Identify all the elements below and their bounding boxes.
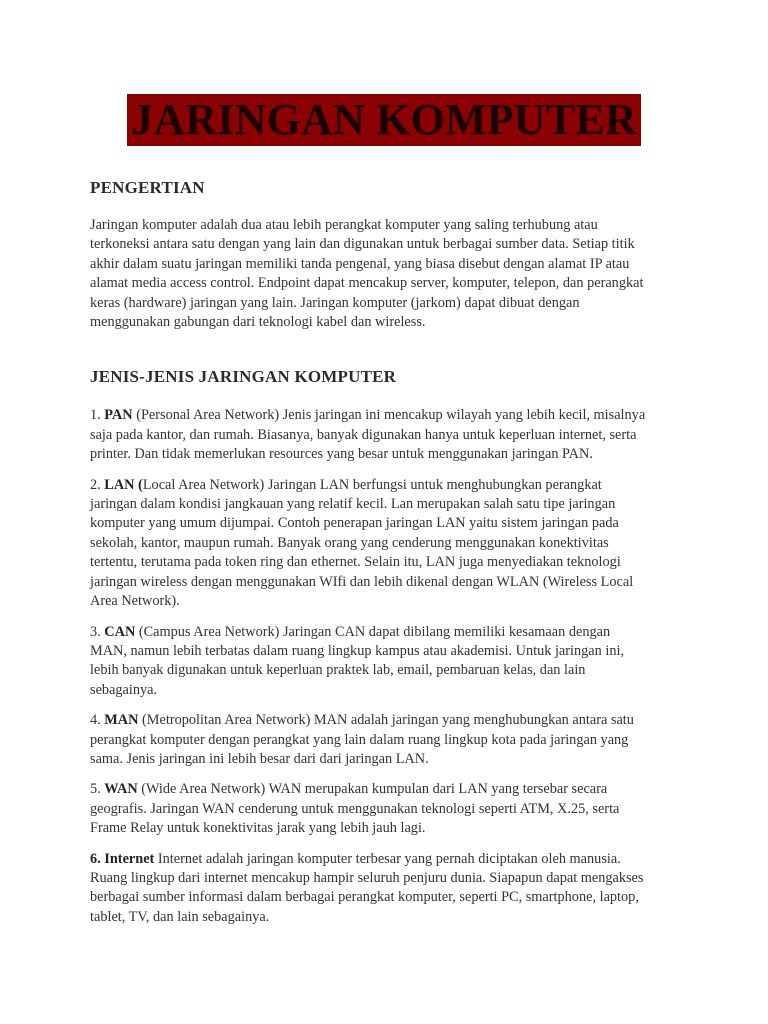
text-line: Frame Relay untuk konektivitas jarak yang lebih jauh lagi. (90, 820, 426, 837)
text-line: sebagainya. (90, 681, 158, 698)
text-line: saja pada kantor, dan rumah. Biasanya, banyak digunakan hanya untuk keperluan internet, serta (90, 426, 637, 443)
text-line: (Metropolitan Area Network) MAN adalah jaringan yang menghubungkan antara satu (138, 712, 634, 729)
section-heading-jenis: JENIS-JENIS JARINGAN KOMPUTER (90, 367, 397, 387)
document-body (90, 178, 690, 938)
text-line: berbagai sumber informasi dalam berbagai perangkat komputer, seperti PC, smartphone, laptop, (90, 889, 639, 906)
list-item-man (90, 711, 690, 769)
item-term: LAN ( (104, 476, 143, 493)
item-term: PAN (104, 407, 133, 424)
text-line: Local Area Network) Jaringan LAN berfungsi untuk menghubungkan perangkat (142, 476, 602, 493)
text-line: perangkat komputer dengan perangkat yang lain dalam ruang lingkup kota pada jaringan yang (90, 731, 629, 748)
text-line: sekolah, kantor, maupun rumah. Banyak orang yang cenderung menggunakan konektivitas (90, 534, 609, 551)
list-item-lan (90, 476, 690, 612)
list-item-wan (90, 780, 690, 838)
text-line: geografis. Jaringan WAN cenderung untuk menggunakan teknologi seperti ATM, X.25, serta (90, 800, 620, 817)
text-line: (Wide Area Network) WAN merupakan kumpulan dari LAN yang tersebar secara (137, 781, 608, 798)
item-number: 3. (90, 623, 105, 640)
text-line: jaringan dalam kondisi jangkauan yang relatif kecil. Lan merupakan salah satu tipe jaringan (90, 496, 616, 513)
list-item-pan (90, 406, 690, 464)
text-line: lebih banyak digunakan untuk keperluan praktek lab, email, pembaruan kelas, dan lain (90, 662, 586, 679)
item-term: MAN (104, 712, 139, 729)
text-line: jaringan wireless dengan menggunakan WIfi dan lebih dikenal dengan WLAN (Wireless Local (90, 573, 634, 590)
text-line: akhir dalam suatu jaringan memiliki tanda pengenal, yang biasa disebut dengan alamat IP atau (90, 255, 630, 272)
text-line: (Personal Area Network) Jenis jaringan ini mencakup wilayah yang lebih kecil, misalnya (132, 407, 646, 424)
list-item-can (90, 623, 690, 701)
text-line: tablet, TV, dan lain sebagainya. (90, 908, 270, 925)
section-heading-pengertian: PENGERTIAN (90, 178, 205, 197)
text-line: (Campus Area Network) Jaringan CAN dapat dibilang memiliki kesamaan dengan (135, 623, 611, 640)
text-line: printer. Dan tidak memerlukan resources yang besar untuk menggunakan jaringan PAN. (90, 446, 593, 463)
item-number: 4. (90, 712, 105, 729)
item-number: 1. (90, 407, 105, 424)
item-term: Internet (104, 850, 155, 867)
text-line: keras (hardware) jaringan yang lain. Jaringan komputer (jarkom) dapat dibuat dengan (90, 294, 580, 311)
item-term: WAN (104, 781, 138, 798)
item-term: CAN (104, 623, 136, 640)
item-number: 6. (90, 850, 105, 867)
document-title: JARINGAN KOMPUTER (131, 95, 637, 144)
text-line: Area Network). (90, 593, 180, 610)
text-line: MAN, namun lebih terbatas dalam ruang lingkup kampus atau akademisi. Untuk jaringan ini, (90, 642, 625, 659)
text-line: tertentu, terutama pada token ring dan ethernet. Selain itu, LAN juga menyediakan teknologi (90, 554, 621, 571)
text-line: Internet adalah jaringan komputer terbesar yang pernah diciptakan oleh manusia. (154, 850, 621, 867)
text-line: komputer yang umum dijumpai. Contoh penerapan jaringan LAN yaitu sistem jaringan pada (90, 515, 619, 532)
text-line: Ruang lingkup dari internet mencakup hampir seluruh penjuru dunia. Siapapun dapat mengakses (90, 869, 644, 886)
text-line: alamat media access control. Endpoint dapat mencakup server, komputer, telepon, dan perangkat (90, 275, 644, 292)
text-line: Jaringan komputer adalah dua atau lebih perangkat komputer yang saling terhubung atau (90, 217, 598, 233)
text-line: terkoneksi antara satu dengan yang lain dan digunakan untuk berbagai sumber data. Setiap titik (90, 236, 635, 253)
list-item-internet (90, 850, 690, 928)
title-banner (127, 94, 641, 146)
pengertian-paragraph (90, 216, 690, 332)
item-number: 2. (90, 476, 105, 493)
text-line: menggunakan gabungan dari teknologi kabel dan wireless. (90, 314, 426, 331)
item-number: 5. (90, 781, 105, 798)
text-line: sama. Jenis jaringan ini lebih besar dari dari jaringan LAN. (90, 750, 429, 767)
